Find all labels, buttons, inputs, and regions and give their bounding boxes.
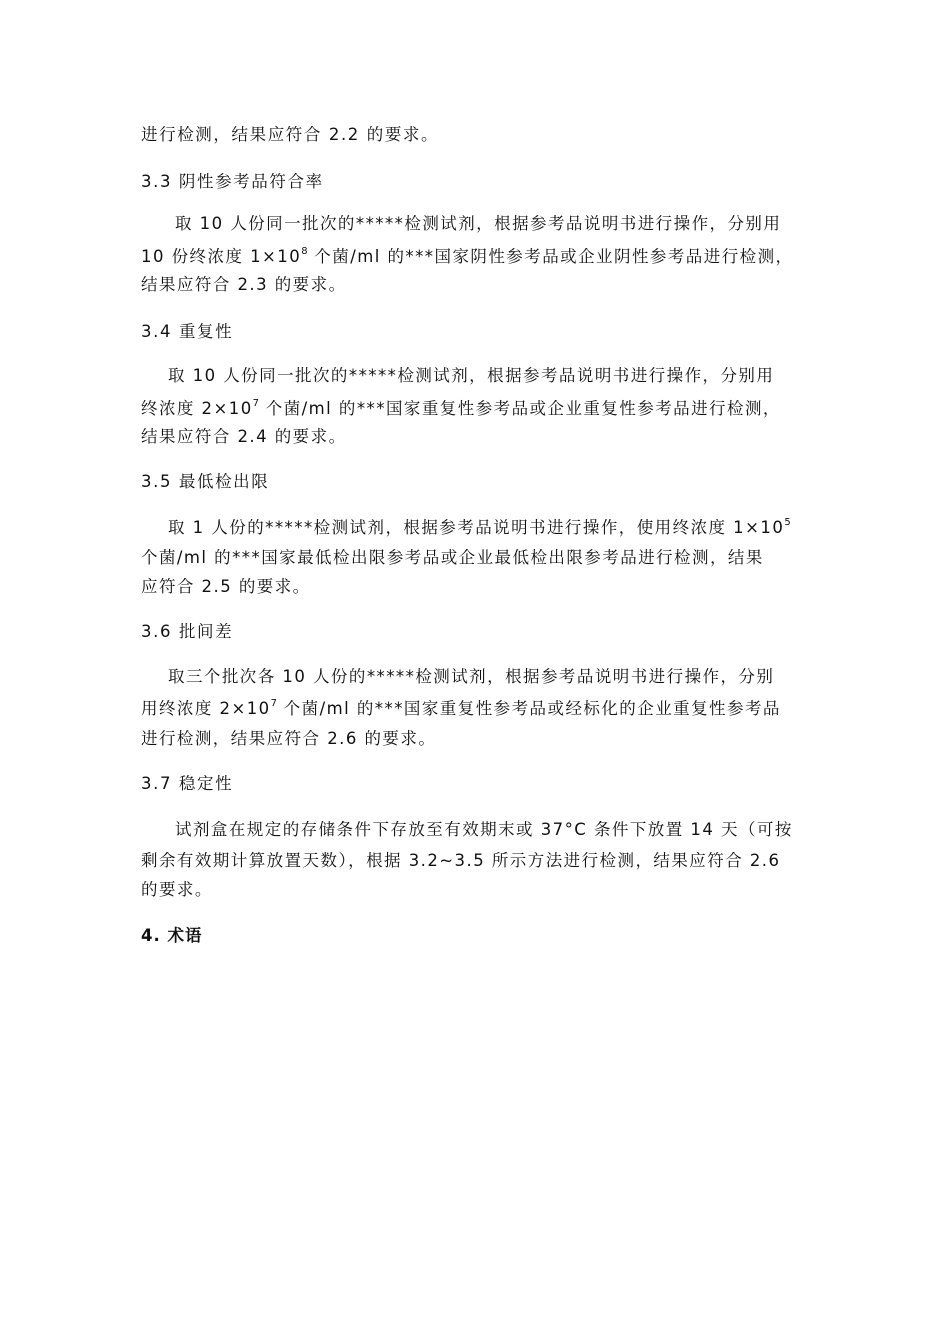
section-3-3-line-2-a: 10 份终浓度 1×10 [141, 247, 302, 266]
section-3-6-line-1: 取三个批次各 10 人份的*****检测试剂，根据参考品说明书进行操作，分别 [168, 667, 775, 686]
section-3-3-heading: 3.3 阴性参考品符合率 [141, 172, 324, 191]
section-3-7-line-1: 试剂盒在规定的存储条件下存放至有效期末或 37°C 条件下放置 14 天（可按 [175, 820, 793, 839]
section-3-4-line-2-b: 个菌/ml 的***国家重复性参考品或企业重复性参考品进行检测， [259, 399, 781, 418]
section-3-4-line-3: 结果应符合 2.4 的要求。 [141, 427, 347, 446]
section-3-4-line-2-a: 终浓度 2×10 [141, 399, 253, 418]
section-3-6-exponent: 7 [270, 697, 277, 709]
section-3-3-line-2-b: 个菌/ml 的***国家阴性参考品或企业阴性参考品进行检测， [307, 247, 794, 266]
section-3-6-line-3: 进行检测，结果应符合 2.6 的要求。 [141, 729, 437, 748]
section-3-4-line-2 [141, 399, 781, 419]
section-3-3-exponent: 8 [301, 245, 308, 257]
section-3-6-line-2-b: 个菌/ml 的***国家重复性参考品或经标化的企业重复性参考品 [277, 699, 781, 718]
section-3-7-line-3: 的要求。 [141, 880, 213, 899]
section-3-4-line-1: 取 10 人份同一批次的*****检测试剂，根据参考品说明书进行操作，分别用 [168, 366, 775, 385]
section-4-heading: 4. 术语 [141, 926, 203, 945]
section-3-6-line-2 [141, 699, 781, 719]
section-3-7-heading: 3.7 稳定性 [141, 774, 234, 793]
section-3-5-heading: 3.5 最低检出限 [141, 472, 270, 491]
section-3-3-line-2 [141, 247, 794, 267]
section-3-5-line-1-a: 取 1 人份的*****检测试剂，根据参考品说明书进行操作，使用终浓度 1×10 [168, 518, 785, 537]
section-3-3-line-3: 结果应符合 2.3 的要求。 [141, 275, 347, 294]
section-3-5-line-3: 应符合 2.5 的要求。 [141, 577, 311, 596]
section-3-4-heading: 3.4 重复性 [141, 322, 234, 341]
section-3-5-line-1 [168, 518, 791, 538]
section-3-7-line-2: 剩余有效期计算放置天数），根据 3.2~3.5 所示方法进行检测，结果应符合 2.6 [141, 851, 781, 870]
section-3-4-exponent: 7 [252, 397, 260, 409]
section-3-6-heading: 3.6 批间差 [141, 622, 234, 641]
intro-line: 进行检测，结果应符合 2.2 的要求。 [141, 125, 440, 144]
section-3-5-line-2: 个菌/ml 的***国家最低检出限参考品或企业最低检出限参考品进行检测，结果 [141, 548, 764, 567]
section-3-3-line-1: 取 10 人份同一批次的*****检测试剂，根据参考品说明书进行操作，分别用 [175, 214, 782, 233]
section-3-6-line-2-a: 用终浓度 2×10 [141, 699, 271, 718]
section-3-5-exponent: 5 [784, 516, 791, 528]
